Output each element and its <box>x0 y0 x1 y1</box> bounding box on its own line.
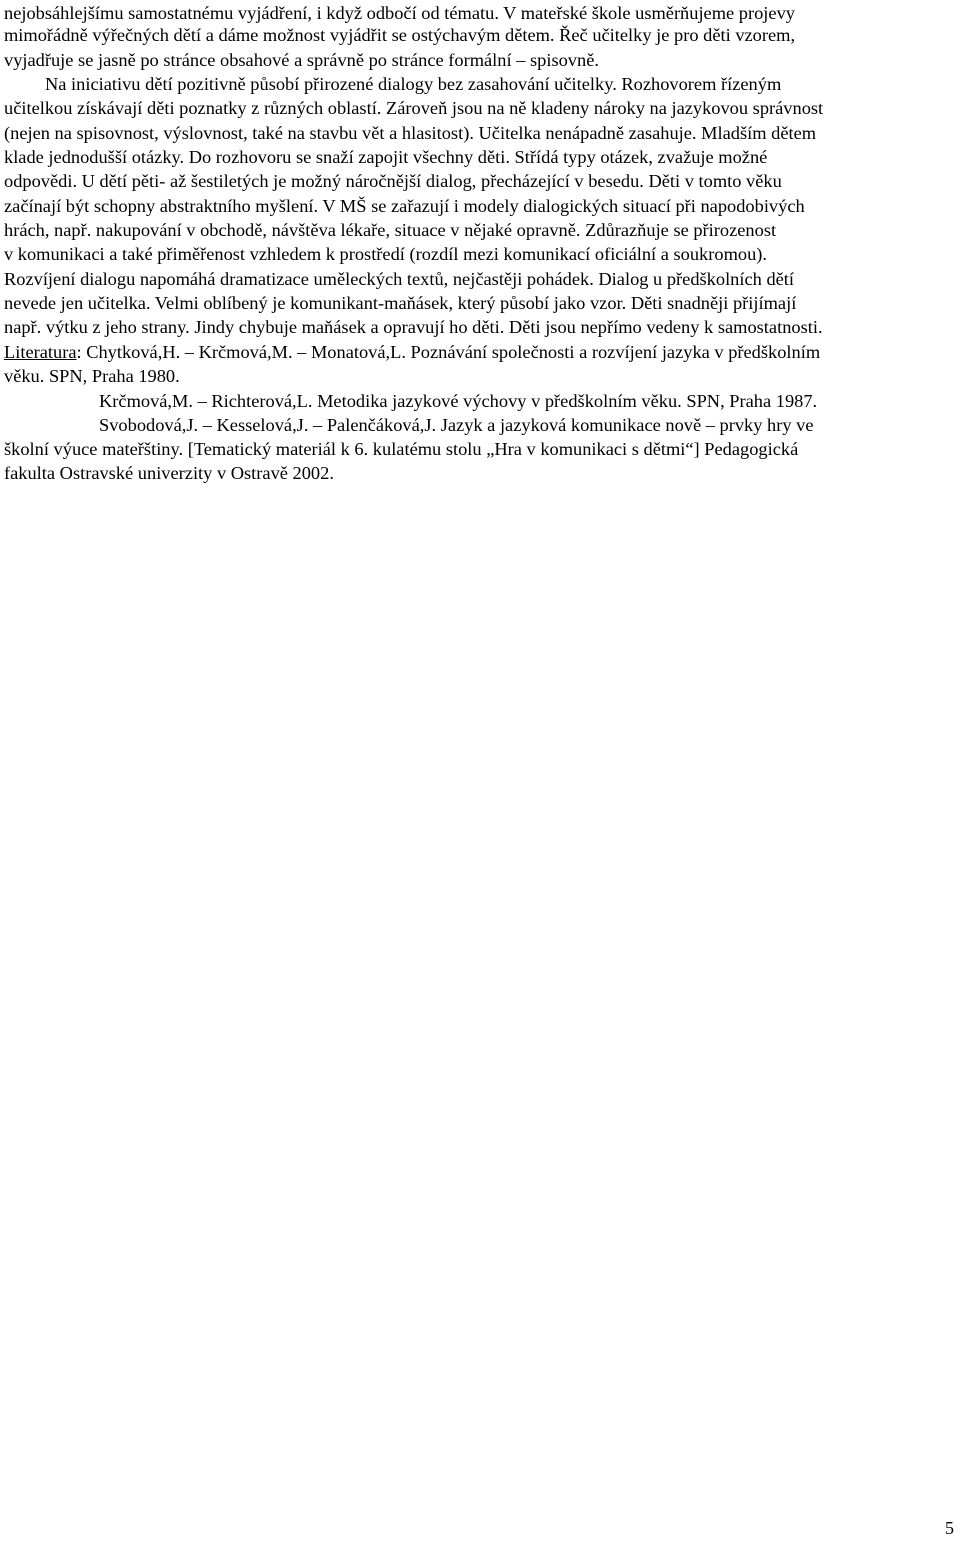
page-number: 5 <box>945 1518 954 1538</box>
literature-reference <box>4 341 820 363</box>
body-text-line: učitelkou získávají děti poznatky z různých oblastí. Zároveň jsou na ně kladeny nároky na jazykovou správnost <box>4 98 824 118</box>
body-text-line: hrách, např. nakupování v obchodě, návštěva lékaře, situace v nějaké opravně. Zdůrazňuje se přirozenost <box>4 220 777 240</box>
body-text-line: mimořádně výřečných dětí a dáme možnost vyjádřit se ostýchavým dětem. Řeč učitelky je pro děti vzorem, <box>4 25 796 45</box>
reference-text: : Chytková,H. – Krčmová,M. – Monatová,L. Poznávání společnosti a rozvíjení jazyka v předškolním <box>76 342 821 362</box>
body-text-line: nevede jen učitelka. Velmi oblíbený je komunikant-maňásek, který působí jako vzor. Děti snadněji přijímají <box>4 293 797 313</box>
reference-entry: Svobodová,J. – Kesselová,J. – Palenčáková,J. Jazyk a jazyková komunikace nově – prvky hry ve <box>99 415 814 435</box>
body-text-line: Na iniciativu dětí pozitivně působí přirozené dialogy bez zasahování učitelky. Rozhovorem řízeným <box>45 74 782 94</box>
body-text-line: klade jednodušší otázky. Do rozhovoru se snaží zapojit všechny děti. Střídá typy otázek, zvažuje možné <box>4 147 768 167</box>
body-text-line: Rozvíjení dialogu napomáhá dramatizace uměleckých textů, nejčastěji pohádek. Dialog u předškolních dětí <box>4 269 795 289</box>
reference-continuation: školní výuce mateřštiny. [Tematický materiál k 6. kulatému stolu „Hra v komunikaci s dětmi“] Pedagogická <box>4 439 799 459</box>
reference-entry: Krčmová,M. – Richterová,L. Metodika jazykové výchovy v předškolním věku. SPN, Praha 1987. <box>99 391 818 411</box>
body-text-line: nejobsáhlejšímu samostatnému vyjádření, i když odbočí od tématu. V mateřské škole usměrňujeme projevy <box>4 3 795 23</box>
body-text-line: (nejen na spisovnost, výslovnost, také na stavbu vět a hlasitost). Učitelka nenápadně zasahuje. Mladším dětem <box>4 123 817 143</box>
body-text-line: v komunikaci a také přiměřenost vzhledem k prostředí (rozdíl mezi komunikací oficiální a soukromou). <box>4 244 767 264</box>
body-text-line: vyjadřuje se jasně po stránce obsahové a správně po stránce formální – spisovně. <box>4 50 599 70</box>
body-text-line: odpovědi. U dětí pěti- až šestiletých je možný náročnější dialog, přecházející v besedu. Děti v tomto věku <box>4 171 782 191</box>
literature-heading: Literatura <box>4 342 77 362</box>
reference-continuation: fakulta Ostravské univerzity v Ostravě 2002. <box>4 463 334 483</box>
body-text-line: začínají být schopny abstraktního myšlení. V MŠ se zařazují i modely dialogických situací při napodobivých <box>4 196 805 216</box>
reference-continuation: věku. SPN, Praha 1980. <box>4 366 180 386</box>
body-text-line: např. výtku z jeho strany. Jindy chybuje maňásek a opravují ho děti. Děti jsou nepřímo vedeny k samostatnosti. <box>4 317 823 337</box>
